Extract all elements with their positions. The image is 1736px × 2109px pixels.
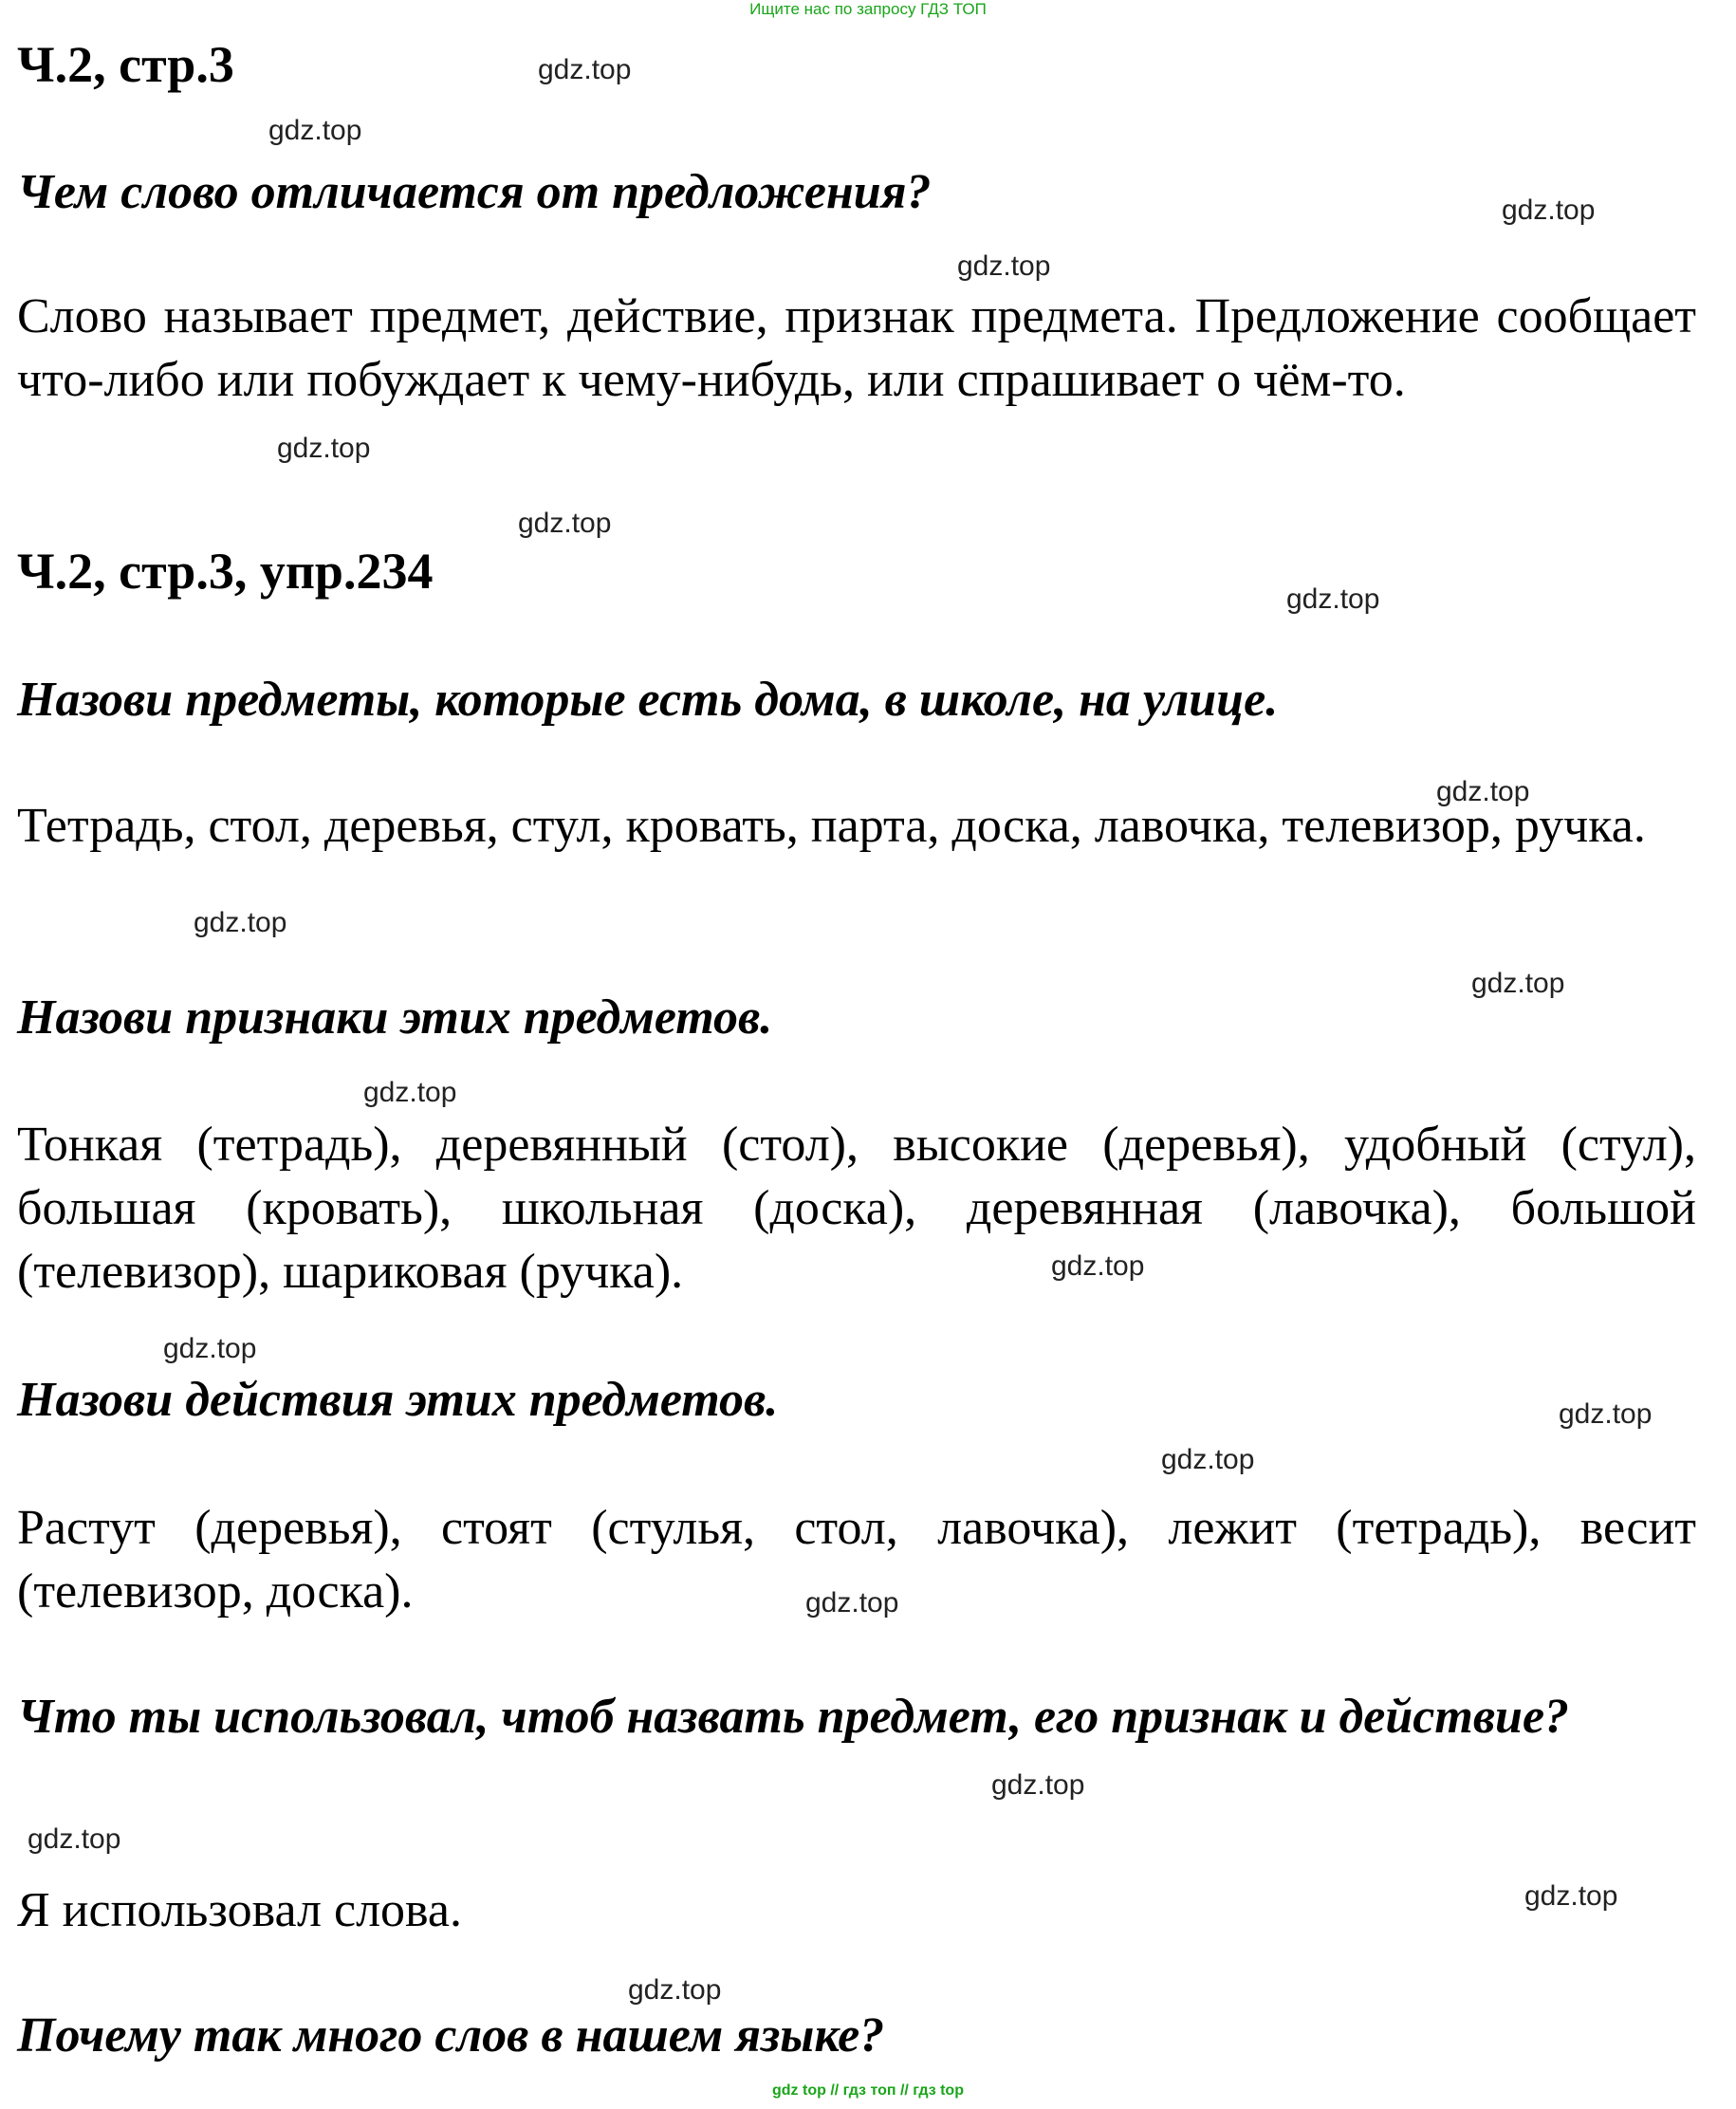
- watermark: gdz.top: [363, 1077, 457, 1108]
- watermark: gdz.top: [1051, 1250, 1145, 1282]
- question-what-used: Что ты использовал, чтоб назвать предмет, его признак и действие?: [17, 1690, 1570, 1744]
- answer-name-objects: Тетрадь, стол, деревья, стул, кровать, парта, доска, лавочка, телевизор, ручка.: [17, 799, 1646, 853]
- watermark: gdz.top: [277, 433, 371, 464]
- question-why-many-words: Почему так много слов в нашем языке?: [17, 2008, 885, 2063]
- watermark: gdz.top: [538, 54, 632, 85]
- watermark: gdz.top: [194, 907, 287, 938]
- heading-page: Ч.2, стр.3: [17, 36, 234, 93]
- question-object-actions: Назови действия этих предметов.: [17, 1373, 779, 1427]
- question-object-attributes: Назови признаки этих предметов.: [17, 990, 773, 1045]
- watermark: gdz.top: [268, 115, 362, 146]
- watermark: gdz.top: [628, 1974, 722, 2006]
- answer-object-attributes: Тонкая (тетрадь), деревянный (стол), высокие (деревья), удобный (стул), большая (кровать), школьная (доска), деревянная (лавочка), большой (телевизор), шариковая (ручка).: [17, 1118, 1696, 1299]
- question-name-objects: Назови предметы, которые есть дома, в школе, на улице.: [17, 673, 1279, 727]
- watermark: gdz.top: [1524, 1880, 1618, 1912]
- heading-exercise: Ч.2, стр.3, упр.234: [17, 543, 434, 600]
- watermark: gdz.top: [957, 250, 1051, 282]
- watermark: gdz.top: [991, 1769, 1085, 1801]
- watermark: gdz.top: [1559, 1398, 1653, 1430]
- watermark: gdz.top: [1502, 194, 1596, 226]
- watermark: gdz.top: [518, 508, 612, 539]
- top-banner: Ищите нас по запросу ГДЗ ТОП: [749, 0, 987, 18]
- question-word-vs-sentence: Чем слово отличается от предложения?: [17, 165, 932, 219]
- watermark: gdz.top: [805, 1587, 899, 1619]
- answer-word-vs-sentence: Слово называет предмет, действие, признак предмета. Предложение сообщает что-либо или побуждает к чему-нибудь, или спрашивает о чём-то.: [17, 289, 1696, 407]
- watermark: gdz.top: [163, 1333, 257, 1364]
- watermark: gdz.top: [1436, 776, 1530, 807]
- answer-object-actions: Растут (деревья), стоят (стулья, стол, лавочка), лежит (тетрадь), весит (телевизор, доска).: [17, 1501, 1696, 1619]
- answer-what-used: Я использовал слова.: [17, 1883, 462, 1937]
- footer-watermark: gdz top // гдз топ // гдз top: [772, 2082, 964, 2099]
- watermark: gdz.top: [1286, 583, 1380, 615]
- watermark: gdz.top: [1161, 1444, 1255, 1475]
- watermark: gdz.top: [28, 1823, 121, 1855]
- watermark: gdz.top: [1471, 968, 1565, 999]
